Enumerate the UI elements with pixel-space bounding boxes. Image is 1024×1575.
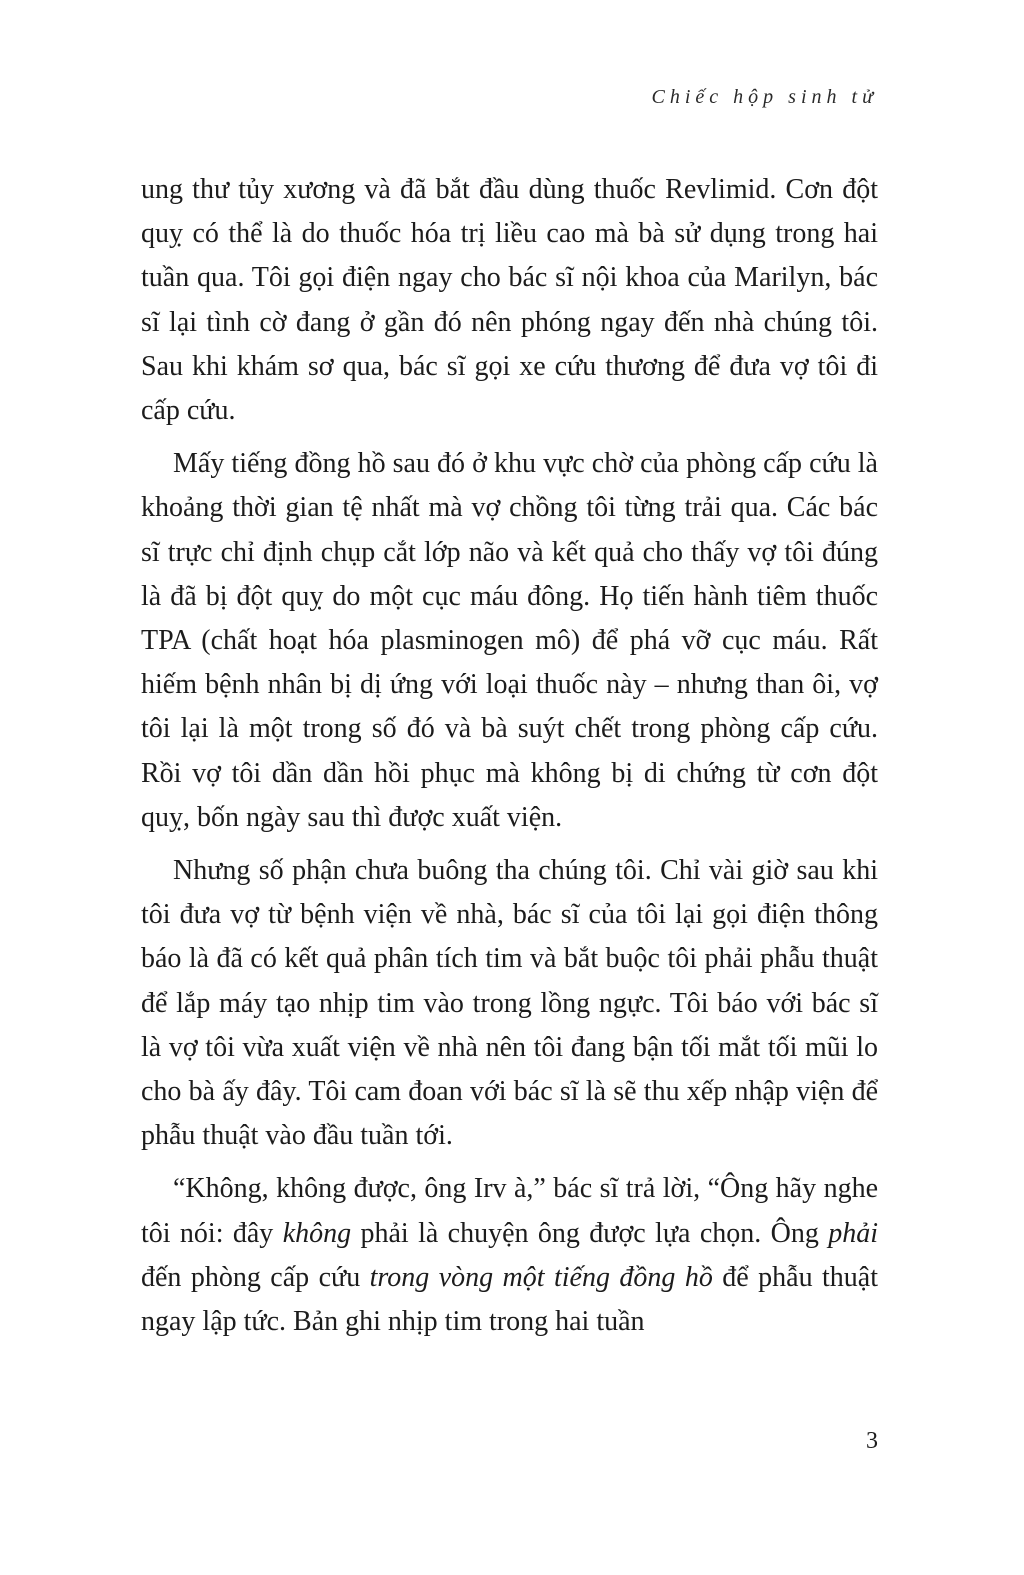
paragraph-3: Nhưng số phận chưa buông tha chúng tôi. Chỉ vài giờ sau khi tôi đưa vợ từ bệnh viện về nhà, bác sĩ của tôi lại gọi điện thông báo là đã có kết quả phân tích tim và bắt buộc tôi phải phẫu thuật để lắp máy tạo nhịp tim vào trong lồng ngực. Tôi báo với bác sĩ là vợ tôi vừa xuất viện về nhà nên tôi đang bận tối mắt tối mũi lo cho bà ấy đây. Tôi cam đoan với bác sĩ là sẽ thu xếp nhập viện để phẫu thuật vào đầu tuần tới. <box>141 855 878 1152</box>
page-number: 3 <box>866 1428 878 1454</box>
emphasis-text: trong vòng một tiếng đồng hồ <box>369 1261 713 1293</box>
emphasis-text: không <box>282 1217 352 1249</box>
paragraph-4-text: để phẫu thuật ngay lập tức. Bản ghi nhịp tim trong hai tuần <box>141 1261 878 1338</box>
paragraph-4-text: đến phòng cấp cứu <box>141 1261 370 1293</box>
paragraph-1: ung thư tủy xương và đã bắt đầu dùng thuốc Revlimid. Cơn đột quỵ có thể là do thuốc hóa trị liều cao mà bà sử dụng trong hai tuần qua. Tôi gọi điện ngay cho bác sĩ nội khoa của Marilyn, bác sĩ lại tình cờ đang ở gần đó nên phóng ngay đến nhà chúng tôi. Sau khi khám sơ qua, bác sĩ gọi xe cứu thương để đưa vợ tôi đi cấp cứu. <box>141 174 878 427</box>
running-header: Chiếc hộp sinh tử <box>651 86 878 108</box>
page-body <box>141 168 878 1353</box>
paragraph-4-text: “Không, không được, ông Irv à,” bác sĩ trả lời, “Ông hãy nghe tôi nói: đây <box>141 1173 878 1249</box>
emphasis-text: phải <box>828 1217 879 1249</box>
paragraph-2: Mấy tiếng đồng hồ sau đó ở khu vực chờ của phòng cấp cứu là khoảng thời gian tệ nhất mà vợ chồng tôi từng trải qua. Các bác sĩ trực chỉ định chụp cắt lớp não và kết quả cho thấy vợ tôi đúng là đã bị đột quỵ do một cục máu đông. Họ tiến hành tiêm thuốc TPA (chất hoạt hóa plasminogen mô) để phá vỡ cục máu. Rất hiếm bệnh nhân bị dị ứng với loại thuốc này – nhưng than ôi, vợ tôi lại là một trong số đó và bà suýt chết trong phòng cấp cứu. Rồi vợ tôi dần dần hồi phục mà không bị di chứng từ cơn đột quỵ, bốn ngày sau thì được xuất viện. <box>141 448 878 833</box>
paragraph-4-text: phải là chuyện ông được lựa chọn. Ông <box>351 1217 829 1249</box>
paragraph-4 <box>141 1167 878 1344</box>
